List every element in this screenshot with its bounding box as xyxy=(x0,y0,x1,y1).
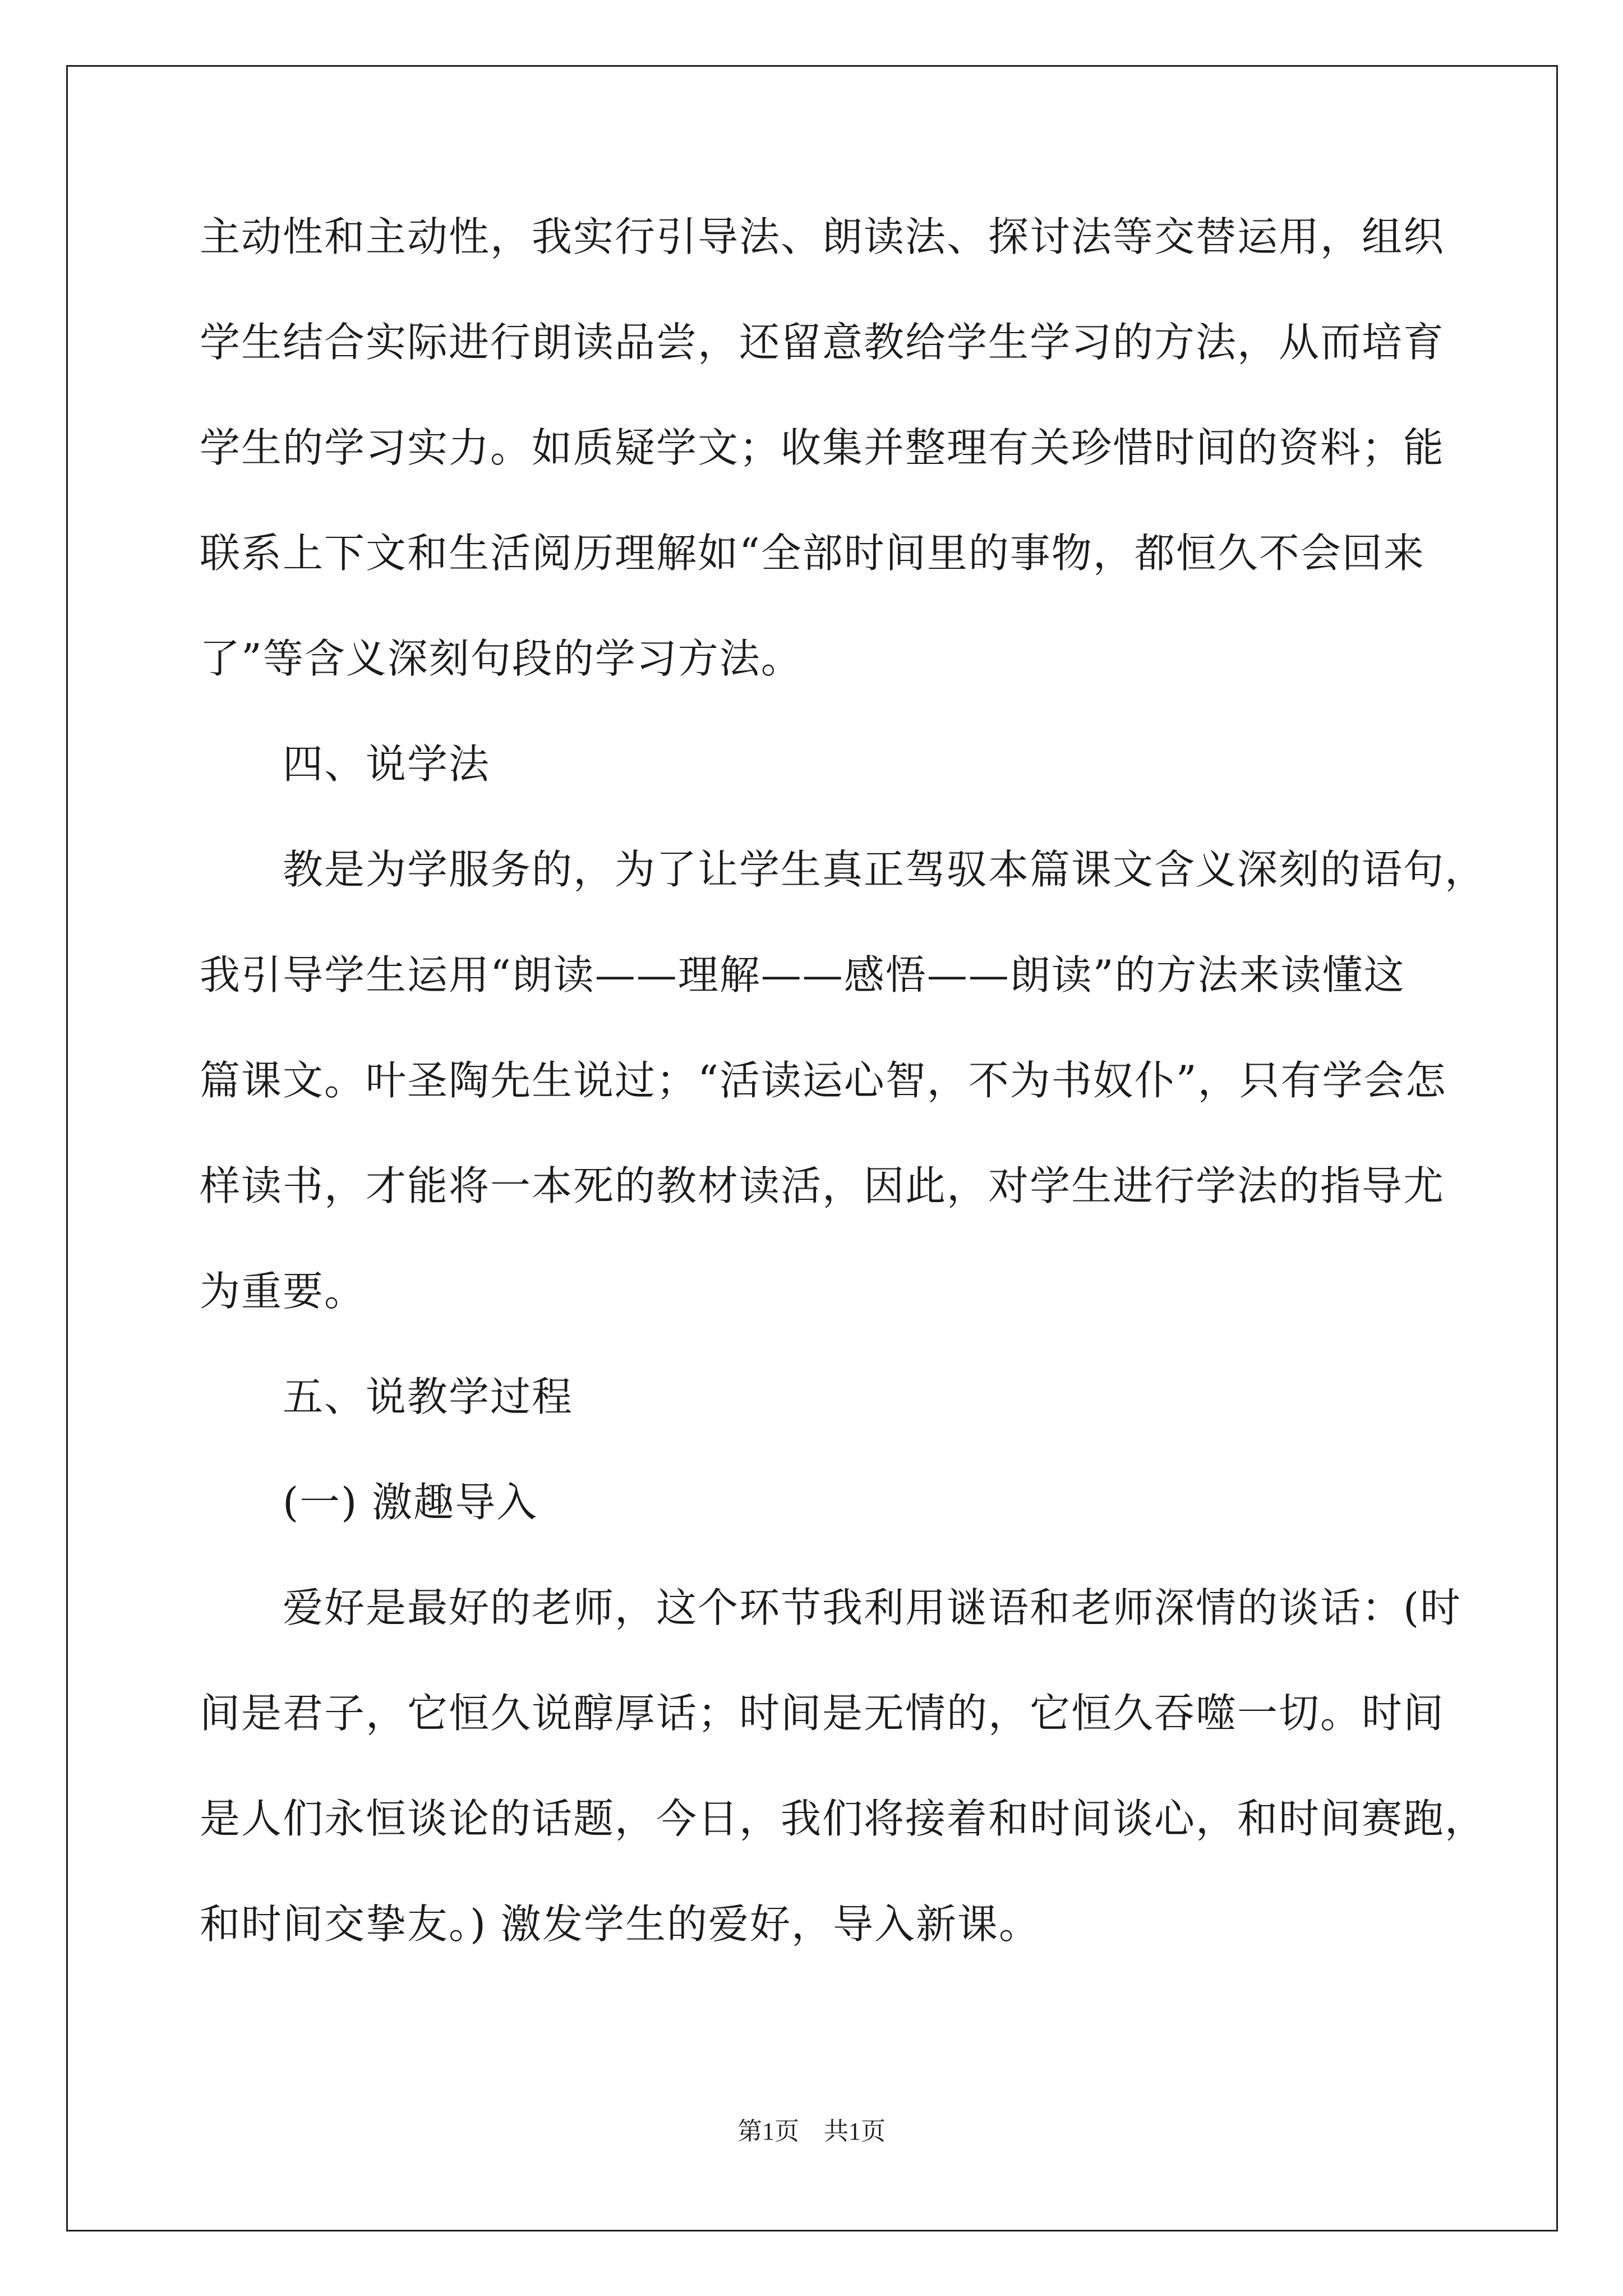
text-line: 了”等含义深刻句段的学习方法。 xyxy=(200,635,803,682)
text-line: 教是为学服务的，为了让学生真正驾驭本篇课文含义深刻的语句， xyxy=(200,846,1487,893)
text-line: 主动性和主动性，我实行引导法、朗读法、探讨法等交替运用，组织 xyxy=(200,213,1445,260)
section-heading: 四、说学法 xyxy=(200,740,491,788)
page-footer: 第1页 共1页 xyxy=(737,2118,886,2145)
text-line: 是人们永恒谈论的话题，今日，我们将接着和时间谈心，和时间赛跑， xyxy=(200,1795,1487,1842)
subsection-heading: (一) 激趣导入 xyxy=(200,1479,538,1526)
text-line: 学生的学习实力。如质疑学文；收集并整理有关珍惜时间的资料；能 xyxy=(200,424,1445,471)
text-line: 为重要。 xyxy=(200,1268,366,1315)
text-line: 学生结合实际进行朗读品尝，还留意教给学生学习的方法，从而培育 xyxy=(200,319,1445,366)
text-line: 我引导学生运用“朗读——理解——感悟——朗读”的方法来读懂这 xyxy=(200,951,1405,999)
text-line: 和时间交挚友。) 激发学生的爱好，导入新课。 xyxy=(200,1901,1040,1948)
section-heading: 五、说教学过程 xyxy=(200,1373,574,1420)
text-line: 篇课文。叶圣陶先生说过；“活读运心智，不为书奴仆”，只有学会怎 xyxy=(200,1057,1447,1104)
text-line: 联系上下文和生活阅历理解如“全部时间里的事物，都恒久不会回来 xyxy=(200,530,1425,577)
text-line: 爱好是最好的老师，这个环节我利用谜语和老师深情的谈话：(时 xyxy=(200,1584,1462,1631)
text-line: 间是君子，它恒久说醇厚话；时间是无情的，它恒久吞噬一切。时间 xyxy=(200,1690,1445,1737)
text-line: 样读书，才能将一本死的教材读活，因此，对学生进行学法的指导尤 xyxy=(200,1162,1445,1209)
